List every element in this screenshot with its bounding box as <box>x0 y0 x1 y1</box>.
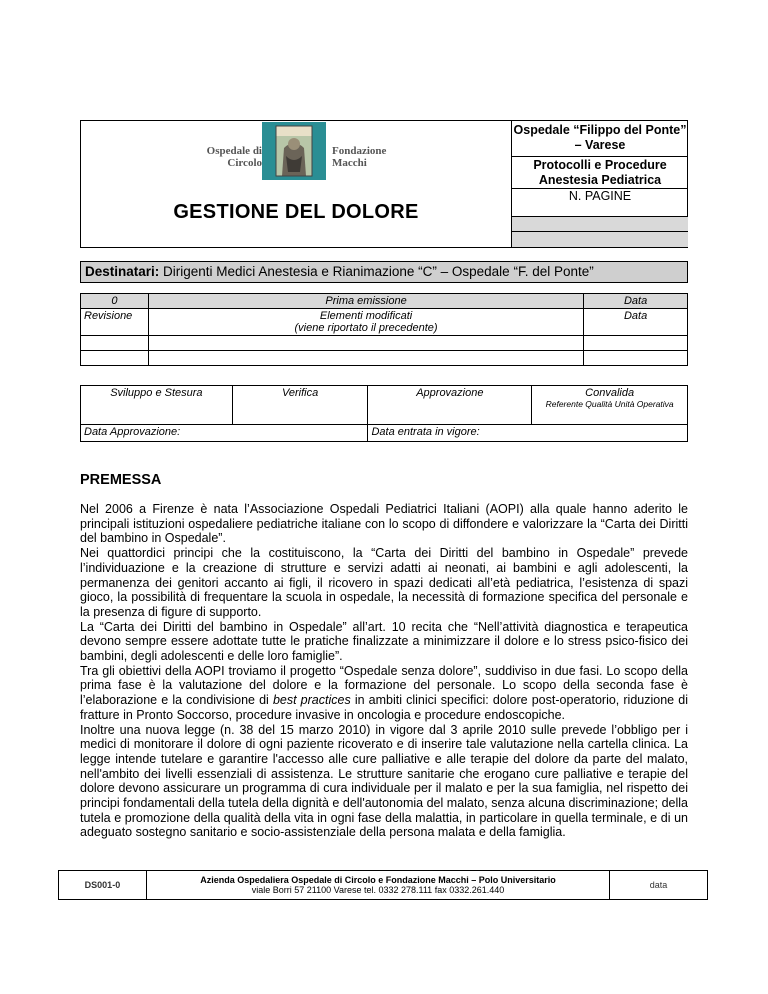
italic-term: best practices <box>272 693 351 708</box>
hospital-name: Ospedale “Filippo del Ponte” – Varese <box>512 121 688 157</box>
table-row <box>59 871 708 900</box>
table-row <box>81 309 688 336</box>
table-row <box>81 294 688 309</box>
destinatari-value: Dirigenti Medici Anestesia e Rianimazione “C” – Ospedale “F. del Ponte” <box>159 264 594 279</box>
protocol-name: Protocolli e Procedure Anestesia Pediatrica <box>512 157 688 189</box>
data-vigore-cell: Data entrata in vigore: <box>368 425 688 442</box>
pages-label: N. PAGINE <box>512 189 688 217</box>
header-gray-cell <box>512 232 688 247</box>
data-approvazione-cell: Data Approvazione: <box>81 425 368 442</box>
header-info-column <box>511 121 688 247</box>
revision-number: 0 <box>81 294 149 309</box>
revision-date: Data <box>584 309 688 336</box>
revision-elements: Elementi modificati (viene riportato il precedente) <box>148 309 583 336</box>
page-footer <box>58 870 708 900</box>
paragraph: Nel 2006 a Firenze è nata l’Associazione Ospedali Pediatrici Italiani (AOPI) alla quale hanno aderito le principali istituzioni ospedaliere pediatriche italiane con lo scopo di diffondere e valorizzare la “Carta dei Diritti del bambino in Ospedale”. <box>80 502 688 546</box>
footer-date: data <box>610 871 708 900</box>
header-gray-cell <box>512 217 688 232</box>
convalida-subtitle: Referente Qualità Unità Operativa <box>545 399 674 409</box>
destinatari-bar <box>80 261 688 283</box>
table-row <box>81 425 688 442</box>
revision-label: Revisione <box>81 309 149 336</box>
approvazione-cell: Approvazione <box>368 386 532 425</box>
body-text <box>80 502 688 840</box>
document-title: GESTIONE DEL DOLORE <box>173 201 419 223</box>
section-title: PREMESSA <box>80 472 162 488</box>
document-header <box>80 120 688 248</box>
document-code: DS001-0 <box>59 871 147 900</box>
footer-address: Azienda Ospedaliera Ospedale di Circolo e Fondazione Macchi – Polo Universitario viale Borri 57 21100 Varese tel. 0332 278.111 fax 0332.261.440 <box>146 871 609 900</box>
table-row <box>81 351 688 366</box>
logo-area <box>81 121 511 201</box>
logo-text-left: Ospedale di Circolo <box>206 145 262 169</box>
revision-description: Prima emissione <box>148 294 583 309</box>
paragraph: La “Carta dei Diritti del bambino in Ospedale” all’art. 10 recita che “Nell’attività diagnostica e terapeutica devono sempre essere adottate tutte le pratiche finalizzate a minimizzare il dolore e lo stress psico-fisico dei bambini, degli adolescenti e delle loro famiglie”. <box>80 619 688 664</box>
table-row <box>81 336 688 351</box>
paragraph: Inoltre una nuova legge (n. 38 del 15 marzo 2010) in vigore dal 3 aprile 2010 sulle prevede l’obbligo per i medici di monitorare il dolore di ogni paziente ricoverato e di inserire tale valutazione nella cartella clinica. La legge intende tutelare e garantire l'accesso alle cure palliative e alle terapie del dolore da parte del malato, nell'ambito dei livelli essenziali di assistenza. Le strutture sanitarie che erogano cure palliative e terapie del dolore devono assicurare un programma di cura individuale per il malato e per la sua famiglia, nel rispetto dei principi fondamentali della tutela della dignità e dell'autonomia del malato, senza alcuna discriminazione; della tutela e promozione della qualità della vita in ogni fase della malattia, in particolare in quella terminale, e di un adeguato sostegno sanitario e socio-assistenziale della persona malata e della famiglia. <box>80 722 688 840</box>
hospital-emblem-logo <box>262 122 326 180</box>
paragraph: Tra gli obiettivi della AOPI troviamo il progetto “Ospedale senza dolore”, suddiviso in due fasi. Lo scopo della prima fase è la valutazione del dolore e la formazione del personale. Lo scopo della seconda fase è l’elaborazione e la condivisione di best practices in ambiti clinici specifici: dolore post-operatorio, riduzione di fratture in Pronto Soccorso, procedure invasive in oncologia e procedure endoscopiche. <box>80 663 688 722</box>
convalida-cell: Convalida Referente Qualità Unità Operativa <box>532 386 688 425</box>
paragraph: Nei quattordici principi che la costituiscono, la “Carta dei Diritti del bambino in Ospedale” prevede l’individuazione e la creazione di strutture e servizi adatti ai neonati, ai bambini e agli adolescenti, la permanenza dei genitori accanto ai figli, il ricovero in spazi dedicati all’età pediatrica, l’esistenza di spazi gioco, la possibilità di frequentare la scuola in ospedale, la necessità di formazione specifica del personale e la presenza di figure di supporto. <box>80 546 688 619</box>
revision-date: Data <box>584 294 688 309</box>
sviluppo-cell: Sviluppo e Stesura <box>81 386 233 425</box>
table-row <box>81 386 688 425</box>
revision-table <box>80 293 688 366</box>
logo-text-right: Fondazione Macchi <box>332 145 387 169</box>
destinatari-label: Destinatari: <box>85 264 160 279</box>
verifica-cell: Verifica <box>232 386 368 425</box>
approval-table <box>80 385 688 442</box>
